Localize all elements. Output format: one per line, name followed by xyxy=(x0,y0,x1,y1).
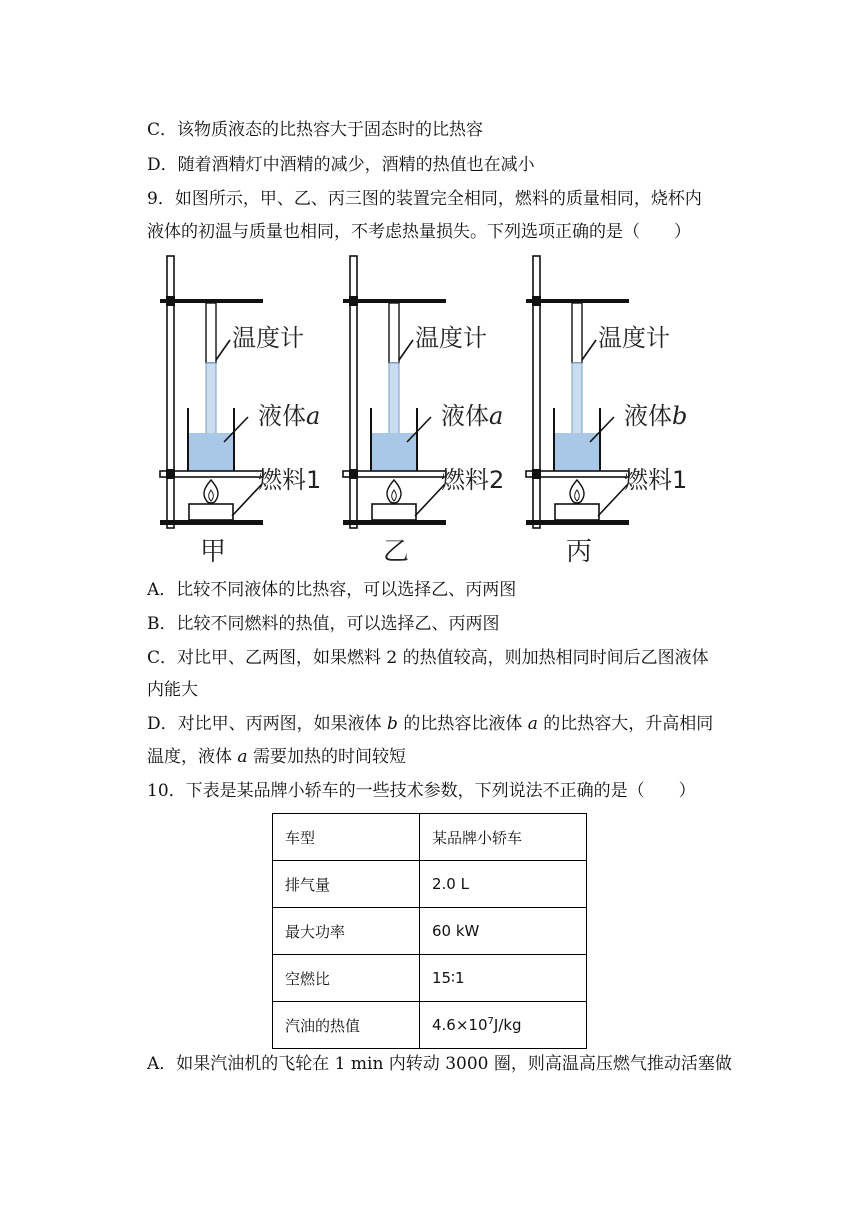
panel-caption: 丙 xyxy=(566,537,593,567)
option-d-q9-line-1 xyxy=(147,712,713,736)
thermometer-upper xyxy=(206,303,216,363)
option-a-q10: A．如果汽油机的飞轮在 1 min 内转动 3000 圈，则高温高压燃气推动活塞做 xyxy=(147,1054,732,1074)
cell-value: 60 kW xyxy=(420,908,587,955)
leader-line xyxy=(590,417,614,442)
value-base: 4.6×10 xyxy=(432,1016,488,1034)
table-row xyxy=(273,861,587,908)
option-a-q9: A．比较不同液体的比热容，可以选择乙、丙两图 xyxy=(147,580,517,600)
liquid-label-var: a xyxy=(489,402,504,430)
liquid-label-text: 液体 xyxy=(624,402,672,430)
fuel-label: 燃料1 xyxy=(258,466,322,494)
support-ring xyxy=(343,471,446,477)
leader-line xyxy=(399,340,413,360)
text-run: D．对比甲、丙两图，如果液体 xyxy=(147,714,388,734)
thermometer-label: 温度计 xyxy=(232,324,304,352)
text-run: 温度，液体 xyxy=(147,747,238,767)
thermometer-lower xyxy=(572,363,582,443)
question-9-line-2: 液体的初温与质量也相同，不考虑热量损失。下列选项正确的是（ ） xyxy=(147,222,691,242)
burner xyxy=(372,504,416,520)
text-run: 的比热容大，升高相同 xyxy=(537,714,714,734)
cell-label: 最大功率 xyxy=(273,908,420,955)
support-ring xyxy=(160,471,263,477)
stand-base xyxy=(526,520,629,525)
thermometer-upper xyxy=(572,303,582,363)
option-d-q8: D．随着酒精灯中酒精的减少，酒精的热值也在减小 xyxy=(147,155,535,175)
var-a: a xyxy=(527,714,538,734)
burner xyxy=(555,504,599,520)
cell-value: 2.0 L xyxy=(420,861,587,908)
apparatus-panel xyxy=(526,256,687,567)
liquid-label xyxy=(258,402,320,430)
cell-label: 车型 xyxy=(273,814,420,861)
apparatus-panel xyxy=(160,256,321,567)
liquid-label xyxy=(624,402,687,430)
table-row xyxy=(273,908,587,955)
table-row xyxy=(273,814,587,861)
thermometer-label: 温度计 xyxy=(598,324,670,352)
support-ring xyxy=(526,471,629,477)
experiment-figure xyxy=(150,252,688,572)
clamp-knob xyxy=(349,296,358,306)
liquid-label-text: 液体 xyxy=(441,402,489,430)
clamp-knob xyxy=(349,469,358,479)
table-row xyxy=(273,955,587,1002)
panel-caption: 乙 xyxy=(383,537,410,567)
flame-inner-icon xyxy=(392,490,397,501)
clamp-knob xyxy=(166,469,175,479)
option-d-q9-line-2 xyxy=(147,745,406,769)
option-c-q8: C．该物质液态的比热容大于固态时的比热容 xyxy=(147,120,484,140)
cell-label: 空燃比 xyxy=(273,955,420,1002)
liquid-label xyxy=(441,402,503,430)
clamp-knob xyxy=(166,296,175,306)
thermometer-lower xyxy=(206,363,216,443)
flame-inner-icon xyxy=(209,490,214,501)
clamp-knob xyxy=(532,296,541,306)
leader-line xyxy=(582,340,596,360)
cell-value: 某品牌小轿车 xyxy=(420,814,587,861)
panel-caption: 甲 xyxy=(200,537,227,567)
thermometer-upper xyxy=(389,303,399,363)
thermometer-lower xyxy=(389,363,399,443)
thermometer-label: 温度计 xyxy=(415,324,487,352)
question-9-line-1: 9．如图所示，甲、乙、丙三图的装置完全相同，燃料的质量相同，烧杯内 xyxy=(147,189,702,209)
stand-base xyxy=(343,520,446,525)
question-10: 10．下表是某品牌小轿车的一些技术参数，下列说法不正确的是（ ） xyxy=(147,781,696,801)
option-c-q9-line-2: 内能大 xyxy=(147,680,198,700)
flame-inner-icon xyxy=(575,490,580,501)
liquid-label-var: a xyxy=(306,402,321,430)
var-b: b xyxy=(387,714,398,734)
var-a: a xyxy=(237,747,248,767)
value-exponent: 7 xyxy=(487,1016,494,1027)
apparatus-panel xyxy=(343,256,504,567)
fuel-label: 燃料2 xyxy=(441,466,505,494)
table-row xyxy=(273,1002,587,1049)
text-run: 需要加热的时间较短 xyxy=(247,747,406,767)
option-c-q9-line-1: C．对比甲、乙两图，如果燃料 2 的热值较高，则加热相同时间后乙图液体 xyxy=(147,648,709,668)
cell-value: 15∶1 xyxy=(420,955,587,1002)
liquid-label-text: 液体 xyxy=(258,402,306,430)
clamp-knob xyxy=(532,469,541,479)
liquid-label-var: b xyxy=(672,402,688,430)
spec-table xyxy=(272,813,587,1049)
burner xyxy=(189,504,233,520)
cell-value xyxy=(420,1002,587,1049)
stand-base xyxy=(160,520,263,525)
text-run: 的比热容比液体 xyxy=(397,714,528,734)
value-unit: J/kg xyxy=(493,1016,522,1034)
leader-line xyxy=(216,340,230,360)
option-b-q9: B．比较不同燃料的热值，可以选择乙、丙两图 xyxy=(147,614,500,634)
cell-label: 排气量 xyxy=(273,861,420,908)
leader-line xyxy=(224,417,248,442)
cell-label: 汽油的热值 xyxy=(273,1002,420,1049)
fuel-label: 燃料1 xyxy=(624,466,688,494)
leader-line xyxy=(407,417,431,442)
